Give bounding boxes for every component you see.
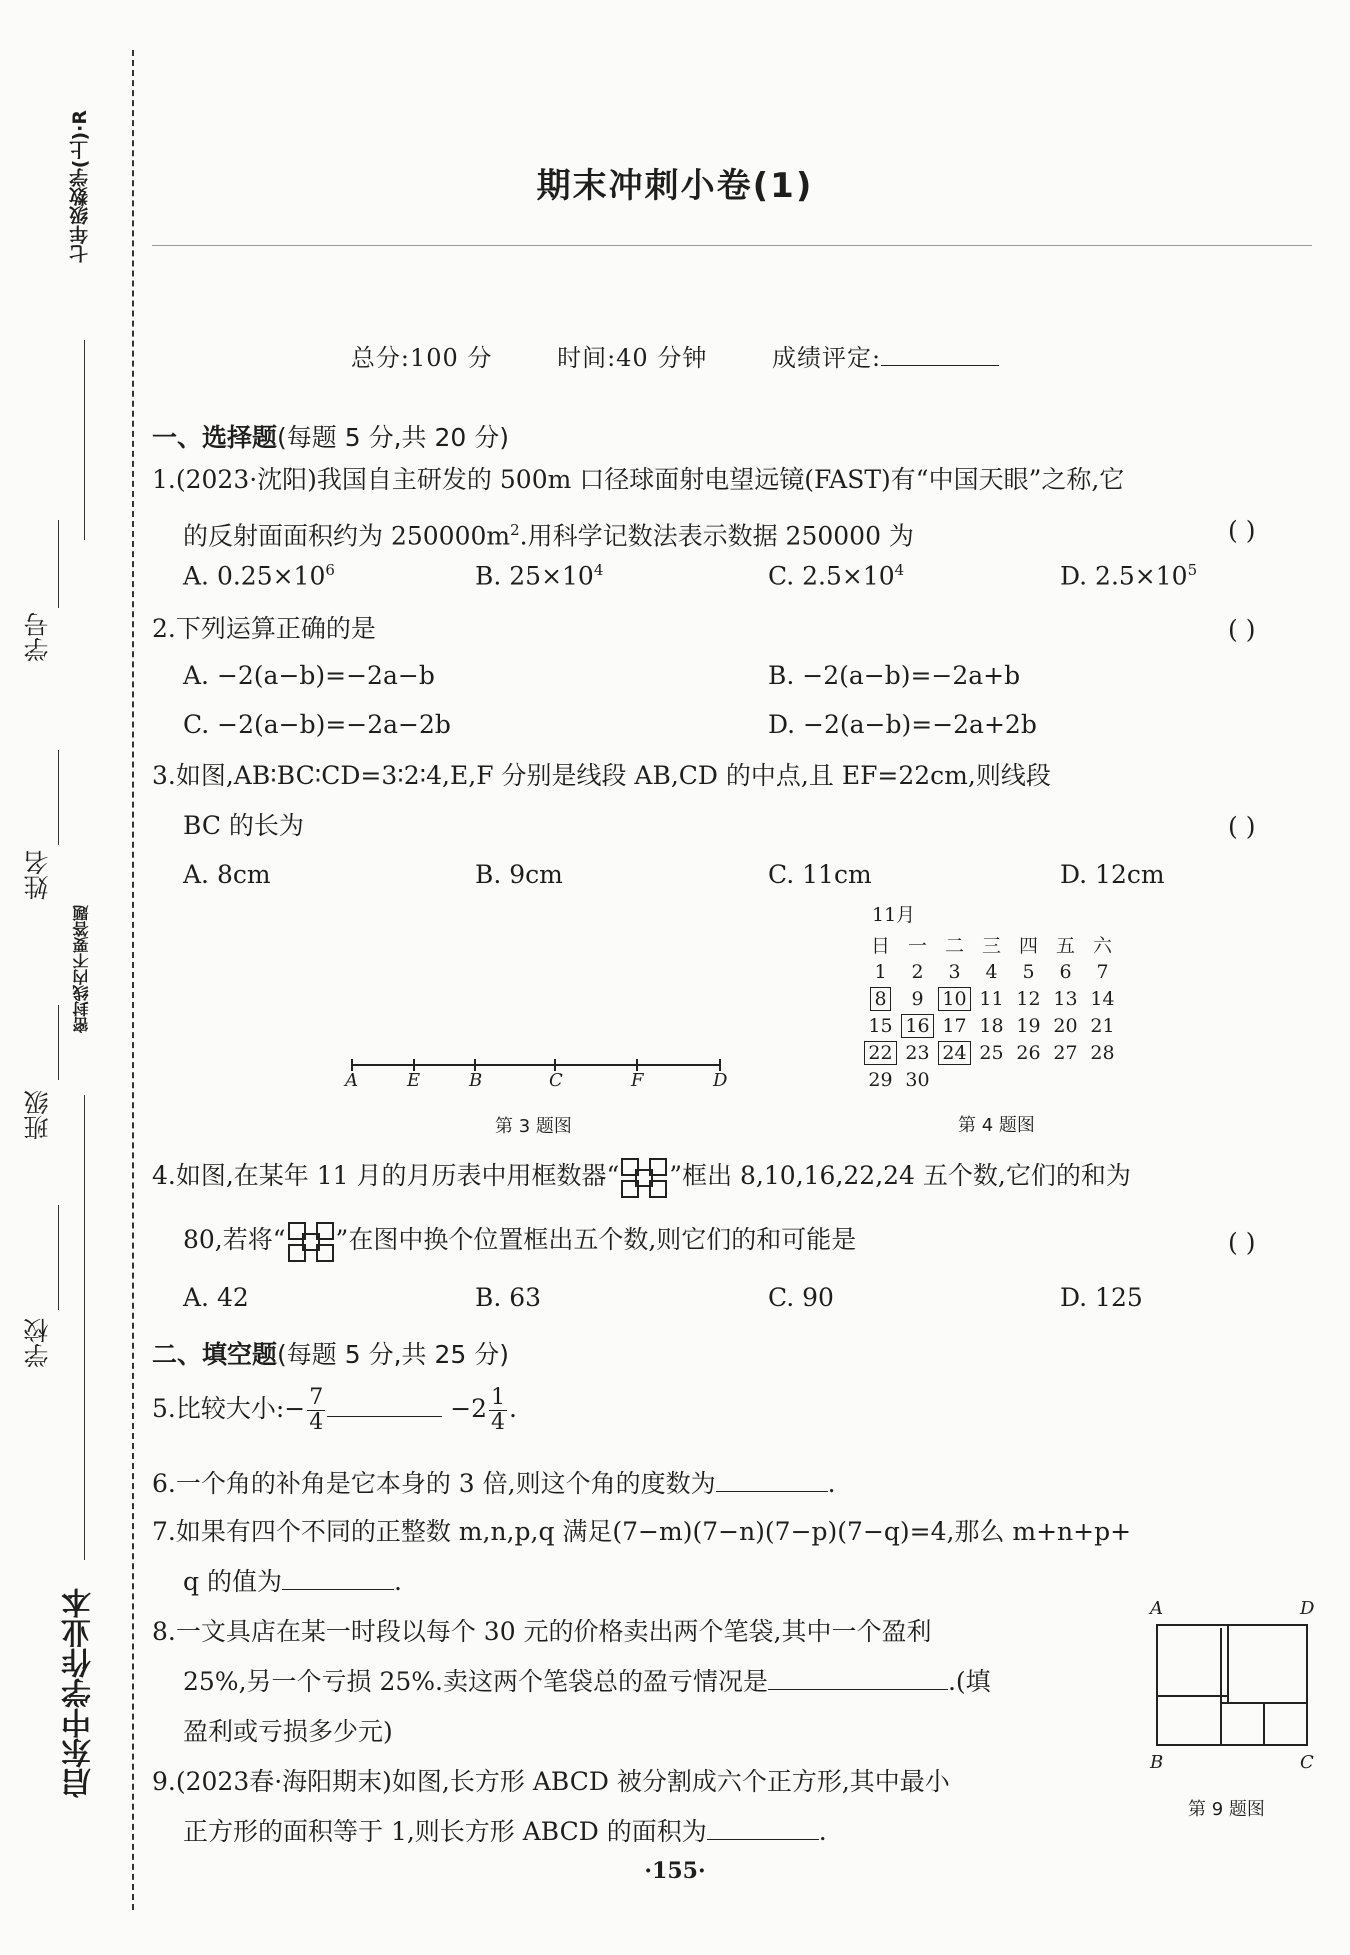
- day-number: 8: [870, 987, 890, 1011]
- weekday: 日: [870, 935, 890, 957]
- q1-option-d-exp: 5: [1187, 561, 1198, 579]
- counter-frame-icon: [621, 1158, 667, 1198]
- q9-figure-caption: 第 9 题图: [1188, 1799, 1265, 1820]
- day-cell: 4: [985, 960, 998, 983]
- day-number: 16: [901, 1014, 933, 1038]
- day-cell: 30: [905, 1068, 930, 1091]
- point-f-label: F: [631, 1070, 644, 1091]
- fraction-denominator: 4: [309, 1410, 324, 1435]
- q7-answer-blank[interactable]: [282, 1589, 394, 1590]
- q1-option-a[interactable]: [183, 561, 335, 590]
- day-cell: 11: [979, 987, 1004, 1010]
- day-cell: 28: [1090, 1041, 1115, 1064]
- school-field[interactable]: [58, 1205, 59, 1310]
- point-b-label: B: [469, 1070, 483, 1091]
- school-label: 学校: [23, 1318, 52, 1368]
- page-title: 期末冲刺小卷(1): [536, 166, 814, 206]
- weekday: 六: [1092, 935, 1112, 957]
- q3-option-c[interactable]: C. 11cm: [768, 860, 872, 889]
- calendar-week-row: [862, 1066, 1121, 1093]
- q9-line1: 9.(2023春·海阳期末)如图,长方形 ABCD 被分割成六个正方形,其中最小: [152, 1767, 950, 1796]
- day-cell: 3: [948, 960, 961, 983]
- q4-line2b: ”在图中换个位置框出五个数,则它们的和可能是: [335, 1225, 857, 1254]
- weekday: 三: [981, 935, 1001, 957]
- q2-answer-paren[interactable]: ( ): [1228, 615, 1256, 644]
- q6: [152, 1460, 836, 1508]
- calendar-month: 11月: [872, 904, 916, 926]
- grade-field: [772, 344, 999, 372]
- q7-end: .: [393, 1567, 402, 1596]
- q5: [152, 1385, 517, 1435]
- title-divider: [152, 245, 1312, 246]
- q1-line2: [183, 506, 914, 560]
- q9-corner-a: A: [1150, 1598, 1163, 1619]
- day-cell: 20: [1053, 1014, 1078, 1037]
- day-cell-boxed: [899, 1012, 936, 1039]
- q1-option-b-text: B. 25×10: [475, 561, 594, 591]
- q5-mid: −2: [450, 1394, 488, 1423]
- section-choice-note: (每题 5 分,共 20 分): [277, 423, 509, 452]
- q1-line1: 1.(2023·沈阳)我国自主研发的 500m 口径球面射电望远镜(FAST)有“中国天眼”之称,它: [152, 465, 1125, 494]
- q7-line2: [183, 1558, 402, 1606]
- q2-option-c[interactable]: C. −2(a−b)=−2a−2b: [183, 710, 451, 739]
- weekday: 一: [907, 935, 927, 957]
- publisher-name: 启东中学作业本: [62, 1588, 97, 1798]
- sidebar-series: 七年级数学(上)·R: [69, 110, 91, 264]
- q3-option-d[interactable]: D. 12cm: [1060, 860, 1165, 889]
- section-choice-heading: [152, 418, 509, 454]
- q4-figure-caption: 第 4 题图: [958, 1115, 1035, 1136]
- point-d-label: D: [713, 1070, 728, 1091]
- fraction-numerator: 7: [309, 1385, 324, 1410]
- q1-option-a-text: A. 0.25×10: [183, 561, 326, 591]
- q8-line2-text: 25%,另一个亏损 25%.卖这两个笔袋总的盈亏情况是: [183, 1667, 768, 1696]
- day-cell-boxed: [936, 985, 973, 1012]
- q2-stem: 2.下列运算正确的是: [152, 614, 376, 643]
- day-cell: 23: [905, 1041, 930, 1064]
- q3-line2: BC 的长为: [183, 811, 304, 840]
- day-cell-boxed: [862, 1039, 899, 1066]
- q4-line1: [152, 1152, 1131, 1200]
- q4-line2: [183, 1216, 856, 1264]
- q9-corner-c: C: [1300, 1752, 1314, 1773]
- day-cell: 25: [979, 1041, 1004, 1064]
- q1-option-b-exp: 4: [593, 561, 604, 579]
- day-cell: 17: [942, 1014, 967, 1037]
- q9-corner-b: B: [1150, 1752, 1164, 1773]
- weekday: 四: [1018, 935, 1038, 957]
- section-choice-title: 一、选择题: [152, 423, 278, 452]
- q4-option-c[interactable]: C. 90: [768, 1283, 834, 1312]
- q3-segment-figure: [340, 1050, 740, 1080]
- q8-line2: [183, 1658, 991, 1706]
- q5-answer-blank[interactable]: [327, 1416, 442, 1417]
- day-cell: 14: [1090, 987, 1115, 1010]
- q1-option-d[interactable]: [1060, 561, 1197, 590]
- q3-figure-caption: 第 3 题图: [495, 1116, 572, 1137]
- q1-squared: 2: [510, 521, 520, 539]
- q8-answer-blank[interactable]: [768, 1689, 948, 1690]
- q8-line2b: .(填: [947, 1667, 991, 1696]
- q3-option-a[interactable]: A. 8cm: [183, 860, 271, 889]
- day-cell: 19: [1016, 1014, 1041, 1037]
- q1-answer-paren[interactable]: ( ): [1228, 516, 1256, 545]
- day-cell-boxed: [862, 985, 899, 1012]
- day-cell: 26: [1016, 1041, 1041, 1064]
- calendar-week-row: [862, 1012, 1121, 1039]
- day-cell: [1010, 1066, 1047, 1093]
- day-cell-boxed: [936, 1039, 973, 1066]
- day-cell: 21: [1090, 1014, 1115, 1037]
- q8-line3: 盈利或亏损多少元): [183, 1717, 393, 1746]
- day-number: 22: [864, 1041, 896, 1065]
- q7-line2-text: q 的值为: [183, 1567, 282, 1596]
- class-label: 班级: [23, 1090, 52, 1140]
- counter-frame-icon: [288, 1222, 334, 1262]
- grade-blank[interactable]: [881, 365, 999, 366]
- day-cell: 6: [1059, 960, 1072, 983]
- day-number: 10: [938, 987, 970, 1011]
- q1-line2b: .用科学记数法表示数据 250000 为: [519, 521, 914, 551]
- q9-corner-d: D: [1300, 1598, 1315, 1619]
- calendar-week-row: [862, 1039, 1121, 1066]
- class-field[interactable]: [58, 1005, 59, 1080]
- fraction-numerator: 1: [491, 1385, 506, 1410]
- q9-answer-blank[interactable]: [707, 1839, 819, 1840]
- day-cell: 12: [1016, 987, 1041, 1010]
- q5-fraction-1: [307, 1386, 325, 1435]
- day-cell: 18: [979, 1014, 1004, 1037]
- time-limit: 时间:40 分钟: [557, 344, 708, 372]
- calendar-weekday-row: [862, 931, 1121, 958]
- q4-line1b: ”框出 8,10,16,22,24 五个数,它们的和为: [669, 1161, 1131, 1190]
- day-cell: 1: [874, 960, 887, 983]
- q4-line1a: 4.如图,在某年 11 月的月历表中用框数器“: [152, 1161, 620, 1190]
- weekday: 五: [1055, 935, 1075, 957]
- q8-line1: 8.一文具店在某一时段以每个 30 元的价格卖出两个笔袋,其中一个盈利: [152, 1617, 932, 1646]
- q4-option-a[interactable]: A. 42: [183, 1283, 249, 1312]
- q4-answer-paren[interactable]: ( ): [1228, 1228, 1256, 1257]
- day-cell: 15: [868, 1014, 893, 1037]
- day-cell: 9: [911, 987, 924, 1010]
- calendar-week-row: [862, 958, 1121, 985]
- day-cell: 2: [911, 960, 924, 983]
- q7-line1: 7.如果有四个不同的正整数 m,n,p,q 满足(7−m)(7−n)(7−p)(7−q)=4,那么 m+n+p+: [152, 1517, 1132, 1546]
- q9-end: .: [818, 1817, 827, 1846]
- q6-answer-blank[interactable]: [716, 1491, 828, 1492]
- day-cell: [973, 1066, 1010, 1093]
- exam-meta: [0, 338, 1350, 373]
- q1-option-a-exp: 6: [325, 561, 335, 579]
- point-e-label: E: [407, 1070, 421, 1091]
- day-cell: [936, 1066, 973, 1093]
- day-cell: [1047, 1066, 1084, 1093]
- q5-fraction-2: [489, 1386, 507, 1435]
- student-no-label: 学号: [23, 612, 52, 662]
- q5-end: .: [509, 1394, 517, 1423]
- q3-line1: 3.如图,AB∶BC∶CD=3∶2∶4,E,F 分别是线段 AB,CD 的中点,且 EF=22cm,则线段: [152, 761, 1051, 790]
- calendar-week-row: [862, 985, 1121, 1012]
- q9-line2: [183, 1808, 827, 1856]
- day-cell: 13: [1053, 987, 1078, 1010]
- day-cell: 29: [868, 1068, 893, 1091]
- q2-option-d[interactable]: D. −2(a−b)=−2a+2b: [768, 710, 1037, 739]
- name-field[interactable]: [58, 750, 59, 845]
- grade-label: 成绩评定:: [771, 344, 882, 372]
- day-cell: 27: [1053, 1041, 1078, 1064]
- q2-option-a[interactable]: A. −2(a−b)=−2a−b: [183, 661, 435, 690]
- q4-calendar: [862, 900, 1121, 1093]
- q1-option-c-exp: 4: [894, 561, 905, 579]
- name-label: 姓名: [23, 850, 52, 900]
- day-cell: 5: [1022, 960, 1035, 983]
- seal-line: [132, 50, 134, 1910]
- page-number: ·155·: [644, 1858, 706, 1884]
- q5-stem: 5.比较大小:−: [152, 1394, 306, 1423]
- day-cell: [1084, 1066, 1121, 1093]
- q1-option-d-text: D. 2.5×10: [1060, 561, 1188, 591]
- weekday: 二: [944, 935, 964, 957]
- q9-line2-text: 正方形的面积等于 1,则长方形 ABCD 的面积为: [183, 1817, 707, 1846]
- q3-answer-paren[interactable]: ( ): [1228, 812, 1256, 841]
- sidebar-rule-mid: [84, 1095, 85, 1560]
- day-number: 24: [938, 1041, 970, 1065]
- point-c-label: C: [549, 1070, 563, 1091]
- section-fill-heading: [152, 1335, 509, 1371]
- q6-stem: 6.一个角的补角是它本身的 3 倍,则这个角的度数为: [152, 1469, 716, 1498]
- q1-option-b[interactable]: [475, 561, 603, 590]
- seal-note: 密封线内不要答题: [72, 905, 91, 1033]
- q6-end: .: [827, 1469, 836, 1498]
- q2-option-b[interactable]: B. −2(a−b)=−2a+b: [768, 661, 1021, 690]
- day-cell: 7: [1096, 960, 1109, 983]
- section-fill-note: (每题 5 分,共 25 分): [277, 1340, 509, 1369]
- q4-option-d[interactable]: D. 125: [1060, 1283, 1143, 1312]
- q4-option-b[interactable]: B. 63: [475, 1283, 542, 1312]
- section-fill-title: 二、填空题: [152, 1340, 278, 1369]
- student-no-field[interactable]: [58, 520, 59, 608]
- q1-option-c-text: C. 2.5×10: [768, 561, 895, 591]
- q1-line2a: 的反射面面积约为 250000m: [183, 521, 511, 551]
- total-score: 总分:100 分: [350, 344, 493, 372]
- fraction-denominator: 4: [491, 1410, 506, 1435]
- q1-option-c[interactable]: [768, 561, 904, 590]
- calendar-grid: [862, 931, 1121, 1093]
- point-a-label: A: [345, 1070, 358, 1091]
- q3-option-b[interactable]: B. 9cm: [475, 860, 563, 889]
- q9-rectangle-figure: [1152, 1620, 1312, 1750]
- q4-line2a: 80,若将“: [183, 1225, 286, 1254]
